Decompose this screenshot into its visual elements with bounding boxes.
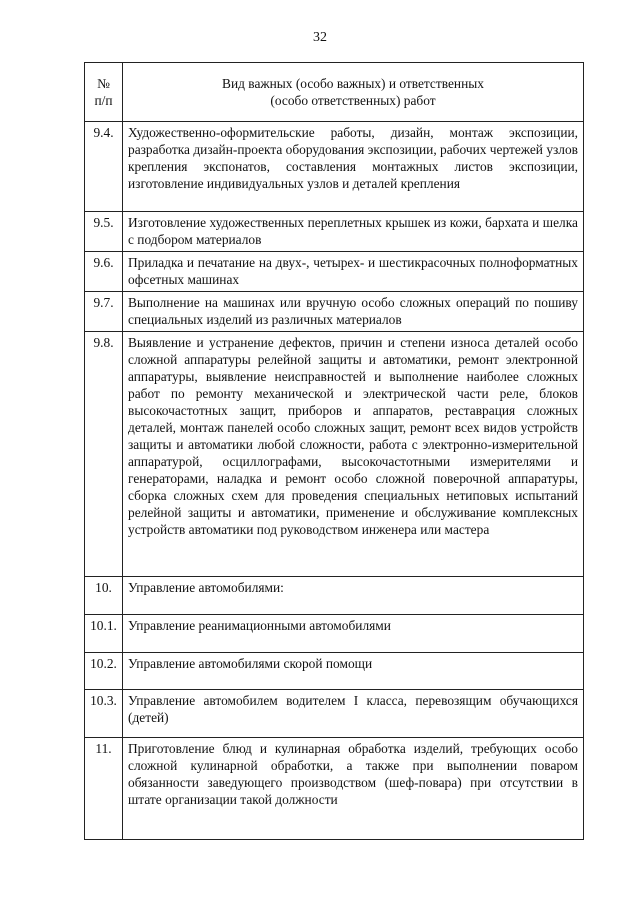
- table-row: [85, 252, 584, 292]
- table-header-row: [85, 63, 584, 122]
- row-number: 10.3.: [85, 690, 123, 738]
- header-title-cell: [123, 63, 584, 122]
- row-number: 9.7.: [85, 292, 123, 332]
- table-row: [85, 653, 584, 690]
- row-number: 9.6.: [85, 252, 123, 292]
- header-number-symbol: №: [97, 76, 110, 91]
- row-number: 9.4.: [85, 122, 123, 212]
- table-row: [85, 738, 584, 840]
- row-text: Управление автомобилями скорой помощи: [123, 653, 584, 690]
- table-row: [85, 212, 584, 252]
- header-number-abbrev: п/п: [94, 93, 113, 108]
- row-number: 11.: [85, 738, 123, 840]
- row-number: 10.1.: [85, 615, 123, 653]
- row-text: Выявление и устранение дефектов, причин и степени износа деталей особо сложной аппаратуры релейной защиты и автоматики, ремонт электронной аппаратуры, выявление неисправностей и выполнение наиболее сложных работ по ремонту механической и электрической части реле, блоков высокочастотных защит, приборов и аппаратов, реставрация сложных деталей, монтаж панелей особо сложных защит, ремонт всех видов устройств защиты и автоматики любой сложности, работа с электронно-измерительной аппаратурой, осциллографами, высокочастотными измерителями и генераторами, наладка и ремонт особо сложной поверочной аппаратуры, сборка сложных схем для проведения специальных нетиповых испытаний релейной защиты и автоматики, применение и обслуживание комплексных устройств автоматики под руководством инженера или мастера: [123, 332, 584, 577]
- row-text: Управление автомобилем водителем I класса, перевозящим обучающихся (детей): [123, 690, 584, 738]
- row-number: 10.: [85, 577, 123, 615]
- row-text: Художественно-оформительские работы, дизайн, монтаж экспозиции, разработка дизайн-проекта оборудования экспозиции, рабочих чертежей узлов крепления экспонатов, составления монтажных листов экспозиции, изготовление индивидуальных узлов и деталей крепления: [123, 122, 584, 212]
- row-text: Выполнение на машинах или вручную особо сложных операций по пошиву специальных изделий из различных материалов: [123, 292, 584, 332]
- row-number: 9.8.: [85, 332, 123, 577]
- row-number: 9.5.: [85, 212, 123, 252]
- table-row: [85, 122, 584, 212]
- row-text: Управление реанимационными автомобилями: [123, 615, 584, 653]
- row-text: Приладка и печатание на двух-, четырех- и шестикрасочных полноформатных офсетных машинах: [123, 252, 584, 292]
- row-number: 10.2.: [85, 653, 123, 690]
- header-number-cell: [85, 63, 123, 122]
- table-row: [85, 615, 584, 653]
- page-number: 32: [313, 30, 327, 45]
- row-text: Управление автомобилями:: [123, 577, 584, 615]
- header-title-line-2: (особо ответственных) работ: [270, 93, 436, 108]
- table-row: [85, 577, 584, 615]
- table-row: [85, 332, 584, 577]
- works-table: [84, 62, 584, 840]
- table-row: [85, 292, 584, 332]
- header-title-line-1: Вид важных (особо важных) и ответственных: [222, 76, 484, 91]
- row-text: Изготовление художественных переплетных крышек из кожи, бархата и шелка с подбором материалов: [123, 212, 584, 252]
- table-row: [85, 690, 584, 738]
- row-text: Приготовление блюд и кулинарная обработка изделий, требующих особо сложной кулинарной обработки, а также при выполнении поваром обязанности заведующего производством (шеф-повара) при отсутствии в штате организации такой должности: [123, 738, 584, 840]
